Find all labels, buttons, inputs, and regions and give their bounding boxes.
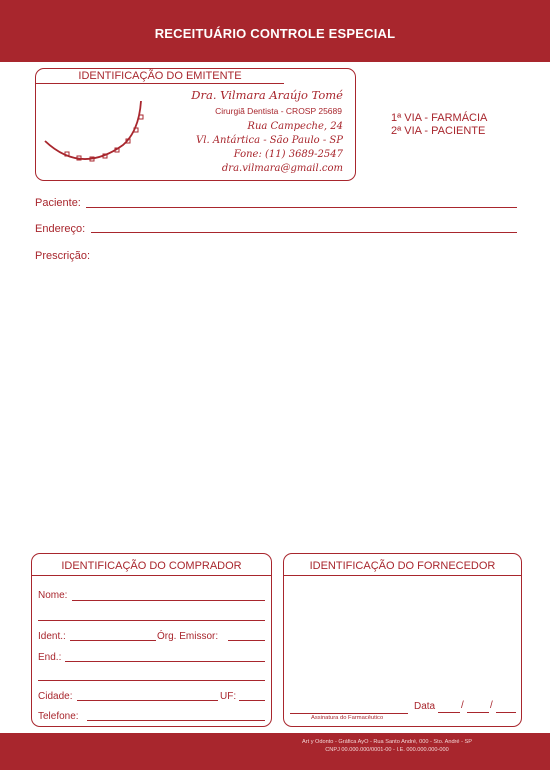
address-label: Endereço: [35, 223, 86, 235]
prescription-area[interactable] [35, 266, 517, 546]
emitter-street: Rua Campeche, 24 [247, 121, 343, 132]
pharmacist-signature-line[interactable] [290, 713, 408, 714]
emitter-email: dra.vilmara@gmail.com [221, 163, 343, 174]
patient-field[interactable] [86, 207, 517, 208]
date-year-field[interactable] [496, 712, 516, 713]
buyer-address-field[interactable] [65, 661, 265, 662]
buyer-issuer-field[interactable] [228, 640, 265, 641]
date-separator-1: / [461, 700, 464, 711]
buyer-issuer-label: Órg. Emissor: [157, 631, 219, 642]
emitter-name: Dra. Vilmara Araújo Tomé [191, 88, 343, 102]
date-month-field[interactable] [467, 712, 489, 713]
emitter-section-title: IDENTIFICAÇÃO DO EMITENTE [78, 70, 242, 82]
buyer-city-label: Cidade: [38, 691, 73, 702]
emitter-phone: Fone: (11) 3689-2547 [233, 149, 343, 160]
buyer-name-field-2[interactable] [38, 620, 265, 621]
emitter-title-divider [36, 83, 284, 84]
buyer-city-field[interactable] [77, 700, 218, 701]
buyer-address-field-2[interactable] [38, 680, 265, 681]
emitter-district: Vl. Antártica - São Paulo - SP [196, 135, 343, 146]
supplier-section-title: IDENTIFICAÇÃO DO FORNECEDOR [309, 560, 496, 572]
footer-line-2: CNPJ 00.000.000/0001-00 - I.E. 000.000.000-000 [325, 747, 449, 753]
date-separator-2: / [490, 700, 493, 711]
buyer-state-field[interactable] [239, 700, 265, 701]
braces-logo-icon [41, 97, 146, 167]
emitter-section [35, 68, 356, 181]
address-field[interactable] [91, 232, 517, 233]
buyer-section [31, 553, 272, 727]
page-title: RECEITUÁRIO CONTROLE ESPECIAL [154, 26, 396, 41]
buyer-state-label: UF: [220, 691, 237, 702]
copy-second-label: 2ª VIA - PACIENTE [391, 125, 486, 137]
supplier-section [283, 553, 522, 727]
emitter-registration: Cirurgiã Dentista - CROSP 25689 [215, 106, 342, 116]
copy-first-label: 1ª VIA - FARMÁCIA [391, 112, 488, 124]
pharmacist-signature-caption: Assinatura do Farmacêutico [311, 715, 384, 721]
supplier-title-divider [284, 575, 521, 576]
footer-band [0, 733, 550, 770]
buyer-title-divider [32, 575, 271, 576]
buyer-name-field[interactable] [72, 600, 265, 601]
header-band [0, 0, 550, 62]
buyer-section-title: IDENTIFICAÇÃO DO COMPRADOR [61, 560, 242, 572]
buyer-phone-field[interactable] [87, 720, 265, 721]
buyer-name-label: Nome: [38, 590, 68, 601]
footer-line-1: Art y Odonto - Gráfica AyO - Rua Santo André, 000 - Sto. André - SP [302, 739, 472, 745]
buyer-id-field[interactable] [70, 640, 156, 641]
date-day-field[interactable] [438, 712, 460, 713]
buyer-address-label: End.: [38, 652, 62, 663]
buyer-phone-label: Telefone: [38, 711, 79, 722]
prescription-label: Prescrição: [35, 250, 91, 262]
buyer-id-label: Ident.: [38, 631, 66, 642]
patient-label: Paciente: [35, 197, 81, 209]
date-label: Data [414, 701, 436, 712]
